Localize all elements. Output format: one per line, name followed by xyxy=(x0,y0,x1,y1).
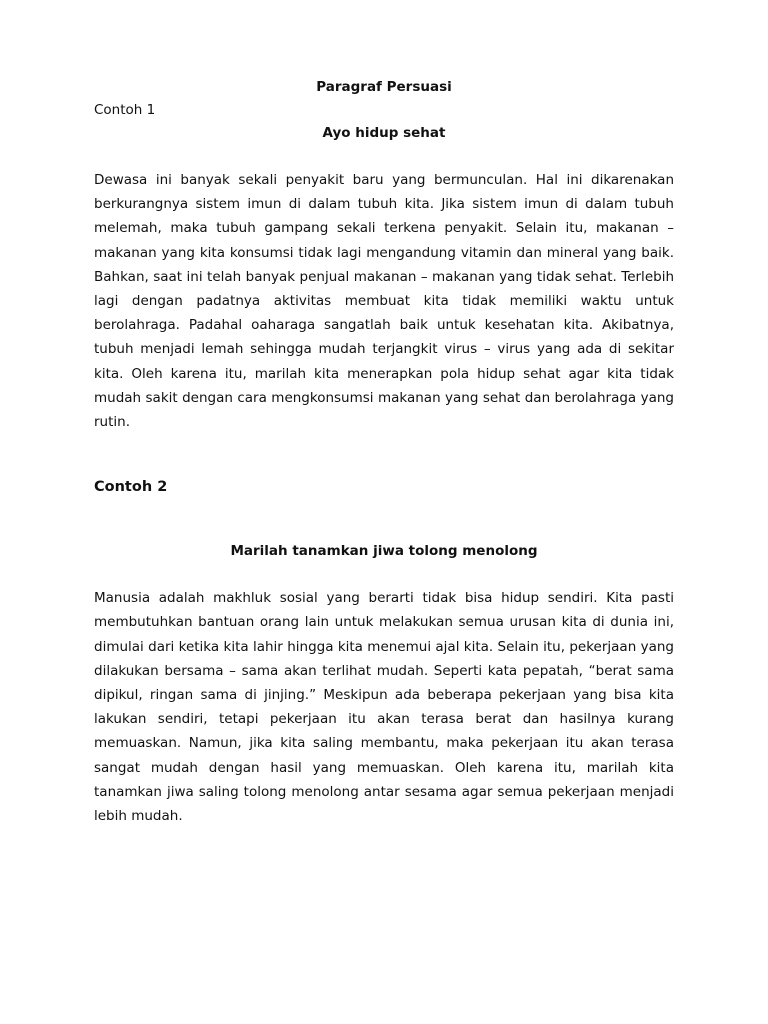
document-title: Paragraf Persuasi xyxy=(316,79,452,95)
example-1-title: Ayo hidup sehat xyxy=(322,125,446,141)
example-2-title: Marilah tanamkan jiwa tolong menolong xyxy=(230,543,538,560)
example-2-paragraph: Manusia adalah makhluk sosial yang berarti tidak bisa hidup sendiri. Kita pasti membutuhkan bantuan orang lain untuk melakukan semua urusan kita di dunia ini, dimulai dari ketika kita lahir hingga kita menemui ajal kita. Selain itu, pekerjaan yang dilakukan bersama – sama akan terlihat mudah. Seperti kata pepatah, “berat sama dipikul, ringan sama di jinjing.” Meskipun ada beberapa pekerjaan yang bisa kita lakukan sendiri, tetapi pekerjaan itu akan terasa berat dan hasilnya kurang memuaskan. Namun, jika kita saling membantu, maka pekerjaan itu akan terasa sangat mudah dengan hasil yang memuaskan. Oleh karena itu, marilah kita tanamkan jiwa saling tolong menolong antar sesama agar semua pekerjaan menjadi lebih mudah. xyxy=(94,590,674,825)
example-1-label: Contoh 1 xyxy=(94,102,156,118)
example-1-paragraph: Dewasa ini banyak sekali penyakit baru yang bermunculan. Hal ini dikarenakan berkurangnya sistem imun di dalam tubuh kita. Jika sistem imun di dalam tubuh melemah, maka tubuh gampang sekali terkena penyakit. Selain itu, makanan – makanan yang kita konsumsi tidak lagi mengandung vitamin dan mineral yang baik. Bahkan, saat ini telah banyak penjual makanan – makanan yang tidak sehat. Terlebih lagi dengan padatnya aktivitas membuat kita tidak memiliki waktu untuk berolahraga. Padahal oaharaga sangatlah baik untuk kesehatan kita. Akibatnya, tubuh menjadi lemah sehingga mudah terjangkit virus – virus yang ada di sekitar kita. Oleh karena itu, marilah kita menerapkan pola hidup sehat agar kita tidak mudah sakit dengan cara mengkonsumsi makanan yang sehat dan berolahraga yang rutin. xyxy=(94,172,674,431)
example-2-heading: Contoh 2 xyxy=(94,479,168,496)
document-page xyxy=(94,76,674,828)
